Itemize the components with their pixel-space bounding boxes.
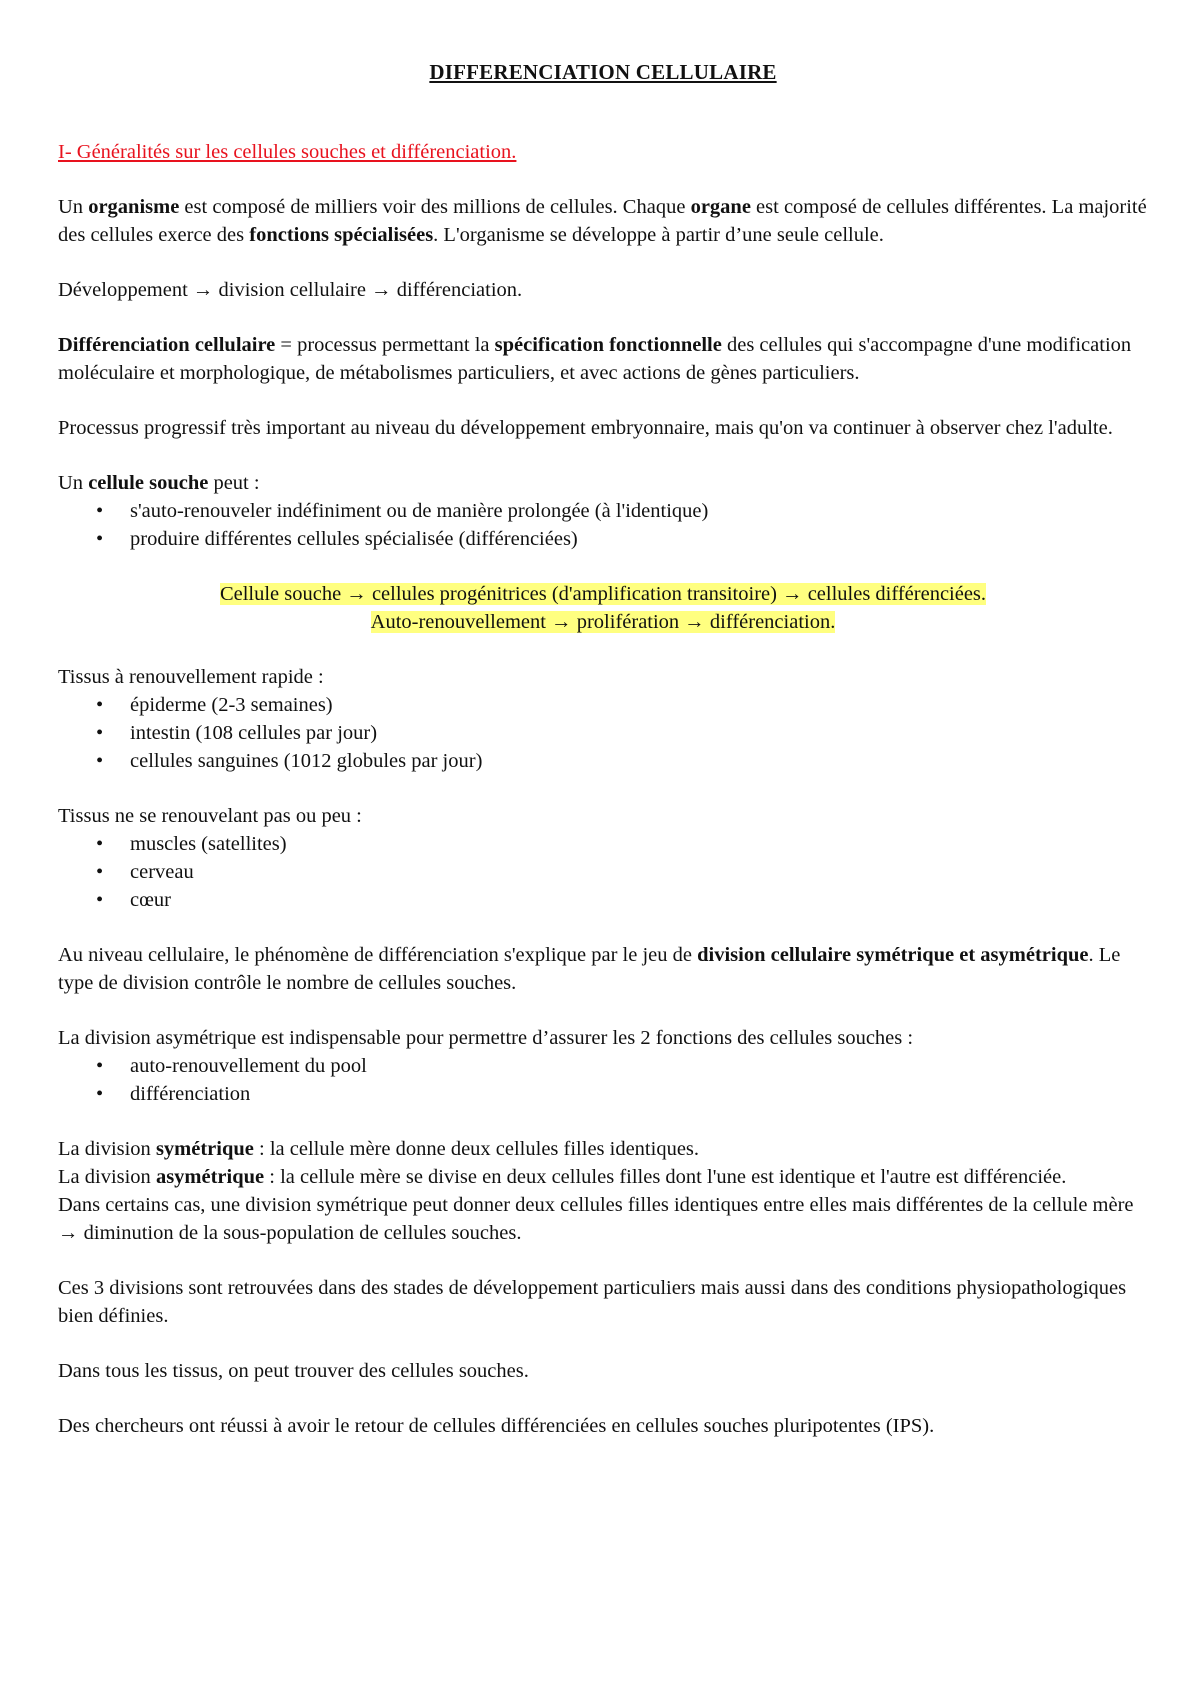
bold-term: Différenciation cellulaire (58, 334, 276, 356)
list-cellule-souche (58, 497, 1148, 553)
bold-term: cellule souche (88, 472, 209, 494)
paragraph-stades: Ces 3 divisions sont retrouvées dans des stades de développement particuliers mais aussi dans des conditions physiopathologiques bien définies. (58, 1277, 1127, 1327)
text: peut : (208, 472, 260, 494)
text: Au niveau cellulaire, le phénomène de différenciation s'explique par le jeu de (58, 944, 698, 966)
bold-term: symétrique (155, 1138, 254, 1160)
document-title: DIFFERENCIATION CELLULAIRE (429, 60, 777, 84)
text: est composé de cellules différentes. La majorité des cellules exerce des (58, 196, 1147, 246)
paragraph-processus: Processus progressif très important au niveau du développement embryonnaire, mais qu'on va continuer à observer chez l'adulte. (58, 417, 1113, 439)
text: : la cellule mère donne deux cellules filles identiques. (253, 1138, 700, 1160)
paragraph-organisme (58, 193, 1148, 249)
paragraph-division-asymetrique: La division asymétrique est indispensable pour permettre d’assurer les 2 fonctions des cellules souches : (58, 1027, 914, 1049)
document-body (58, 58, 1148, 1467)
list-item: • différenciation (58, 1080, 1148, 1108)
text: des cellules qui s'accompagne d'une modification moléculaire et morphologique, de métabolismes particuliers, et avec actions de gènes particuliers. (58, 334, 1132, 384)
text: . Le type de division contrôle le nombre de cellules souches. (58, 944, 1121, 994)
text: : la cellule mère se divise en deux cellules filles dont l'une est identique et l'autre est différenciée. (264, 1166, 1067, 1188)
bold-term: asymétrique (155, 1166, 265, 1188)
list-renouvellement-rapide (58, 691, 1148, 775)
list-item: • cellules sanguines (1012 globules par jour) (58, 747, 1148, 775)
paragraph-ips: Des chercheurs ont réussi à avoir le retour de cellules différenciées en cellules souches pluripotentes (IPS). (58, 1415, 935, 1437)
section-heading: I- Généralités sur les cellules souches et différenciation. (58, 141, 517, 163)
paragraph-tissus: Dans tous les tissus, on peut trouver des cellules souches. (58, 1360, 529, 1382)
list-item: • s'auto-renouveler indéfiniment ou de manière prolongée (à l'identique) (58, 497, 1148, 525)
bold-term: organe (690, 196, 751, 218)
bold-term: division cellulaire symétrique et asymétrique (697, 944, 1089, 966)
paragraph-non-renouvelant: Tissus ne se renouvelant pas ou peu : (58, 805, 362, 827)
list-item: • intestin (108 cellules par jour) (58, 719, 1148, 747)
list-item: • auto-renouvellement du pool (58, 1052, 1148, 1080)
bold-term: organisme (88, 196, 180, 218)
text: La division (58, 1166, 156, 1188)
text: Dans certains cas, une division symétrique peut donner deux cellules filles identiques entre elles mais différentes de la cellule mère → diminution de la sous-population de cellules souches. (58, 1194, 1134, 1244)
list-fonctions (58, 1052, 1148, 1108)
paragraph-cellule-souche (58, 469, 1148, 497)
paragraph-types-division (58, 1135, 1148, 1247)
paragraph-renouvellement-rapide: Tissus à renouvellement rapide : (58, 666, 324, 688)
text: Un (58, 196, 89, 218)
paragraph-developpement: Développement → division cellulaire → différenciation. (58, 279, 523, 301)
text: Un (58, 472, 89, 494)
list-item: • produire différentes cellules spécialisée (différenciées) (58, 525, 1148, 553)
list-non-renouvelant (58, 830, 1148, 914)
highlight-line: Cellule souche → cellules progénitrices (d'amplification transitoire) → cellules différenciées. (219, 583, 987, 605)
text: . L'organisme se développe à partir d’une seule cellule. (433, 224, 884, 246)
list-item: • muscles (satellites) (58, 830, 1148, 858)
text: = processus permettant la (275, 334, 495, 356)
text: La division (58, 1138, 156, 1160)
text: est composé de milliers voir des millions de cellules. Chaque (179, 196, 691, 218)
paragraph-niveau-cellulaire (58, 941, 1148, 997)
list-item: • cerveau (58, 858, 1148, 886)
list-item: • cœur (58, 886, 1148, 914)
bold-term: spécification fonctionnelle (494, 334, 722, 356)
bold-term: fonctions spécialisées (249, 224, 434, 246)
list-item: • épiderme (2-3 semaines) (58, 691, 1148, 719)
highlight-block (58, 580, 1148, 636)
highlight-line: Auto-renouvellement → prolifération → différenciation. (370, 611, 836, 633)
paragraph-definition (58, 331, 1148, 387)
